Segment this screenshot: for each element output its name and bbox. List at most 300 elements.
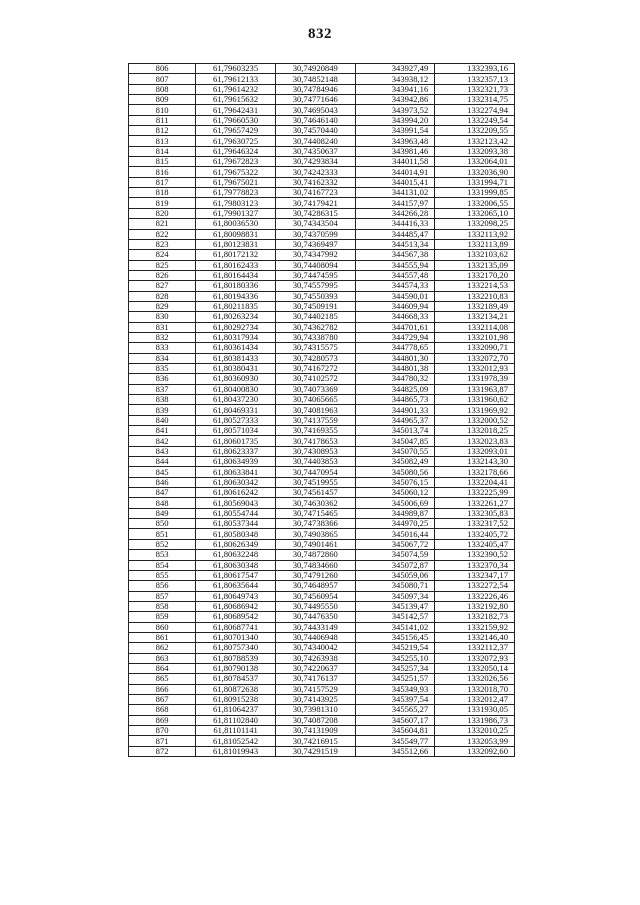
x-coordinate-cell: 344865,73 <box>355 395 435 405</box>
y-coordinate-cell: 1332204,41 <box>435 477 515 487</box>
y-coordinate-cell: 1331963,87 <box>435 384 515 394</box>
table-row <box>129 736 515 746</box>
table-row <box>129 488 515 498</box>
longitude-cell: 30,74350637 <box>275 146 355 156</box>
longitude-cell: 30,74073369 <box>275 384 355 394</box>
longitude-cell: 30,74852148 <box>275 74 355 84</box>
x-coordinate-cell: 344590,01 <box>355 291 435 301</box>
table-row <box>129 250 515 260</box>
y-coordinate-cell: 1332103,62 <box>435 250 515 260</box>
point-number-cell: 822 <box>129 229 196 239</box>
y-coordinate-cell: 1331994,71 <box>435 177 515 187</box>
y-coordinate-cell: 1332225,99 <box>435 488 515 498</box>
table-row <box>129 581 515 591</box>
table-row <box>129 653 515 663</box>
x-coordinate-cell: 343963,48 <box>355 136 435 146</box>
x-coordinate-cell: 345082,49 <box>355 457 435 467</box>
point-number-cell: 835 <box>129 363 196 373</box>
y-coordinate-cell: 1332321,73 <box>435 84 515 94</box>
latitude-cell: 61,79603235 <box>196 64 276 74</box>
y-coordinate-cell: 1332000,52 <box>435 415 515 425</box>
x-coordinate-cell: 343973,52 <box>355 105 435 115</box>
x-coordinate-cell: 345397,54 <box>355 694 435 704</box>
y-coordinate-cell: 1332053,99 <box>435 736 515 746</box>
longitude-cell: 30,74738366 <box>275 519 355 529</box>
longitude-cell: 30,74920849 <box>275 64 355 74</box>
y-coordinate-cell: 1332405,47 <box>435 539 515 549</box>
latitude-cell: 61,80617547 <box>196 570 276 580</box>
point-number-cell: 815 <box>129 157 196 167</box>
longitude-cell: 30,74286315 <box>275 208 355 218</box>
point-number-cell: 807 <box>129 74 196 84</box>
table-row <box>129 498 515 508</box>
longitude-cell: 30,74162332 <box>275 177 355 187</box>
y-coordinate-cell: 1332393,16 <box>435 64 515 74</box>
latitude-cell: 61,80616242 <box>196 488 276 498</box>
y-coordinate-cell: 1332261,27 <box>435 498 515 508</box>
point-number-cell: 819 <box>129 198 196 208</box>
point-number-cell: 818 <box>129 188 196 198</box>
table-row <box>129 508 515 518</box>
latitude-cell: 61,80123831 <box>196 239 276 249</box>
longitude-cell: 30,74402185 <box>275 312 355 322</box>
y-coordinate-cell: 1332072,70 <box>435 353 515 363</box>
x-coordinate-cell: 344157,97 <box>355 198 435 208</box>
table-row <box>129 405 515 415</box>
point-number-cell: 853 <box>129 550 196 560</box>
latitude-cell: 61,80360930 <box>196 374 276 384</box>
x-coordinate-cell: 345070,55 <box>355 446 435 456</box>
x-coordinate-cell: 345060,12 <box>355 488 435 498</box>
point-number-cell: 860 <box>129 622 196 632</box>
table-row <box>129 684 515 694</box>
latitude-cell: 61,80788539 <box>196 653 276 663</box>
latitude-cell: 61,79642431 <box>196 105 276 115</box>
latitude-cell: 61,81052542 <box>196 736 276 746</box>
point-number-cell: 845 <box>129 467 196 477</box>
point-number-cell: 864 <box>129 663 196 673</box>
y-coordinate-cell: 1332317,52 <box>435 519 515 529</box>
table-row <box>129 519 515 529</box>
longitude-cell: 30,74131909 <box>275 726 355 736</box>
y-coordinate-cell: 1332012,93 <box>435 363 515 373</box>
table-row <box>129 229 515 239</box>
longitude-cell: 30,74695043 <box>275 105 355 115</box>
y-coordinate-cell: 1332090,71 <box>435 343 515 353</box>
table-row <box>129 146 515 156</box>
longitude-cell: 30,74263938 <box>275 653 355 663</box>
latitude-cell: 61,80872638 <box>196 684 276 694</box>
latitude-cell: 61,80649743 <box>196 591 276 601</box>
point-number-cell: 848 <box>129 498 196 508</box>
longitude-cell: 30,74291519 <box>275 746 355 756</box>
x-coordinate-cell: 344668,33 <box>355 312 435 322</box>
x-coordinate-cell: 345072,87 <box>355 560 435 570</box>
table-row <box>129 457 515 467</box>
point-number-cell: 862 <box>129 643 196 653</box>
latitude-cell: 61,80098831 <box>196 229 276 239</box>
longitude-cell: 30,74087208 <box>275 715 355 725</box>
point-number-cell: 847 <box>129 488 196 498</box>
y-coordinate-cell: 1332072,93 <box>435 653 515 663</box>
table-row <box>129 343 515 353</box>
longitude-cell: 30,74408240 <box>275 136 355 146</box>
x-coordinate-cell: 344266,28 <box>355 208 435 218</box>
latitude-cell: 61,80400830 <box>196 384 276 394</box>
y-coordinate-cell: 1332192,80 <box>435 601 515 611</box>
y-coordinate-cell: 1332010,25 <box>435 726 515 736</box>
latitude-cell: 61,80757340 <box>196 643 276 653</box>
point-number-cell: 868 <box>129 705 196 715</box>
table-row <box>129 467 515 477</box>
table-row <box>129 395 515 405</box>
point-number-cell: 855 <box>129 570 196 580</box>
table-row <box>129 436 515 446</box>
table-row <box>129 115 515 125</box>
table-row <box>129 601 515 611</box>
table-row <box>129 136 515 146</box>
table-row <box>129 560 515 570</box>
longitude-cell: 30,74308953 <box>275 446 355 456</box>
longitude-cell: 30,74560954 <box>275 591 355 601</box>
latitude-cell: 61,80194336 <box>196 291 276 301</box>
latitude-cell: 61,80687741 <box>196 622 276 632</box>
x-coordinate-cell: 343991,54 <box>355 126 435 136</box>
y-coordinate-cell: 1332305,83 <box>435 508 515 518</box>
point-number-cell: 806 <box>129 64 196 74</box>
table-row <box>129 177 515 187</box>
latitude-cell: 61,80211835 <box>196 301 276 311</box>
table-row <box>129 126 515 136</box>
y-coordinate-cell: 1332101,98 <box>435 332 515 342</box>
point-number-cell: 856 <box>129 581 196 591</box>
table-row <box>129 219 515 229</box>
x-coordinate-cell: 345076,15 <box>355 477 435 487</box>
table-row <box>129 539 515 549</box>
point-number-cell: 869 <box>129 715 196 725</box>
table-row <box>129 198 515 208</box>
table-row <box>129 167 515 177</box>
point-number-cell: 821 <box>129 219 196 229</box>
table-row <box>129 188 515 198</box>
longitude-cell: 30,74403853 <box>275 457 355 467</box>
longitude-cell: 30,74408094 <box>275 260 355 270</box>
y-coordinate-cell: 1332226,46 <box>435 591 515 601</box>
x-coordinate-cell: 344567,38 <box>355 250 435 260</box>
latitude-cell: 61,79630725 <box>196 136 276 146</box>
longitude-cell: 30,74509191 <box>275 301 355 311</box>
longitude-cell: 30,74476350 <box>275 612 355 622</box>
point-number-cell: 837 <box>129 384 196 394</box>
point-number-cell: 836 <box>129 374 196 384</box>
x-coordinate-cell: 343981,46 <box>355 146 435 156</box>
table-row <box>129 260 515 270</box>
point-number-cell: 824 <box>129 250 196 260</box>
table-row <box>129 643 515 653</box>
coordinates-table-body <box>129 64 515 757</box>
point-number-cell: 820 <box>129 208 196 218</box>
point-number-cell: 871 <box>129 736 196 746</box>
latitude-cell: 61,80172132 <box>196 250 276 260</box>
y-coordinate-cell: 1332093,38 <box>435 146 515 156</box>
table-row <box>129 550 515 560</box>
x-coordinate-cell: 345349,93 <box>355 684 435 694</box>
y-coordinate-cell: 1332274,94 <box>435 105 515 115</box>
longitude-cell: 30,74901461 <box>275 539 355 549</box>
latitude-cell: 61,80790138 <box>196 663 276 673</box>
table-row <box>129 353 515 363</box>
longitude-cell: 30,74715465 <box>275 508 355 518</box>
point-number-cell: 812 <box>129 126 196 136</box>
x-coordinate-cell: 345549,77 <box>355 736 435 746</box>
y-coordinate-cell: 1332272,54 <box>435 581 515 591</box>
latitude-cell: 61,80361434 <box>196 343 276 353</box>
y-coordinate-cell: 1332314,75 <box>435 95 515 105</box>
latitude-cell: 61,80380431 <box>196 363 276 373</box>
y-coordinate-cell: 1332209,55 <box>435 126 515 136</box>
table-row <box>129 715 515 725</box>
y-coordinate-cell: 1332036,90 <box>435 167 515 177</box>
y-coordinate-cell: 1332064,01 <box>435 157 515 167</box>
y-coordinate-cell: 1332114,08 <box>435 322 515 332</box>
table-row <box>129 157 515 167</box>
table-row <box>129 622 515 632</box>
longitude-cell: 30,74179421 <box>275 198 355 208</box>
longitude-cell: 30,74102572 <box>275 374 355 384</box>
point-number-cell: 851 <box>129 529 196 539</box>
point-number-cell: 811 <box>129 115 196 125</box>
point-number-cell: 832 <box>129 332 196 342</box>
longitude-cell: 30,74178653 <box>275 436 355 446</box>
point-number-cell: 872 <box>129 746 196 756</box>
point-number-cell: 866 <box>129 684 196 694</box>
x-coordinate-cell: 345067,72 <box>355 539 435 549</box>
y-coordinate-cell: 1332098,25 <box>435 219 515 229</box>
table-row <box>129 612 515 622</box>
longitude-cell: 30,74791260 <box>275 570 355 580</box>
point-number-cell: 826 <box>129 270 196 280</box>
x-coordinate-cell: 344555,94 <box>355 260 435 270</box>
latitude-cell: 61,80381433 <box>196 353 276 363</box>
latitude-cell: 61,80162433 <box>196 260 276 270</box>
y-coordinate-cell: 1331999,85 <box>435 188 515 198</box>
longitude-cell: 30,74362782 <box>275 322 355 332</box>
point-number-cell: 816 <box>129 167 196 177</box>
latitude-cell: 61,80634939 <box>196 457 276 467</box>
point-number-cell: 857 <box>129 591 196 601</box>
longitude-cell: 30,74216915 <box>275 736 355 746</box>
x-coordinate-cell: 345080,56 <box>355 467 435 477</box>
x-coordinate-cell: 345047,85 <box>355 436 435 446</box>
latitude-cell: 61,80633841 <box>196 467 276 477</box>
table-row <box>129 322 515 332</box>
latitude-cell: 61,81102840 <box>196 715 276 725</box>
latitude-cell: 61,79901327 <box>196 208 276 218</box>
y-coordinate-cell: 1332210,83 <box>435 291 515 301</box>
longitude-cell: 30,74474595 <box>275 270 355 280</box>
y-coordinate-cell: 1332182,73 <box>435 612 515 622</box>
y-coordinate-cell: 1332050,14 <box>435 663 515 673</box>
longitude-cell: 30,74167723 <box>275 188 355 198</box>
longitude-cell: 30,74470954 <box>275 467 355 477</box>
point-number-cell: 865 <box>129 674 196 684</box>
y-coordinate-cell: 1332143,30 <box>435 457 515 467</box>
x-coordinate-cell: 345074,59 <box>355 550 435 560</box>
longitude-cell: 30,74550393 <box>275 291 355 301</box>
point-number-cell: 838 <box>129 395 196 405</box>
table-row <box>129 446 515 456</box>
y-coordinate-cell: 1332249,54 <box>435 115 515 125</box>
x-coordinate-cell: 345251,57 <box>355 674 435 684</box>
point-number-cell: 859 <box>129 612 196 622</box>
x-coordinate-cell: 344780,32 <box>355 374 435 384</box>
point-number-cell: 823 <box>129 239 196 249</box>
latitude-cell: 61,80437230 <box>196 395 276 405</box>
page-number: 832 <box>308 26 332 42</box>
x-coordinate-cell: 344970,25 <box>355 519 435 529</box>
x-coordinate-cell: 344485,47 <box>355 229 435 239</box>
longitude-cell: 30,74081963 <box>275 405 355 415</box>
latitude-cell: 61,80537344 <box>196 519 276 529</box>
y-coordinate-cell: 1332112,37 <box>435 643 515 653</box>
longitude-cell: 30,74065665 <box>275 395 355 405</box>
coordinates-table <box>128 63 515 757</box>
table-row <box>129 632 515 642</box>
x-coordinate-cell: 345565,27 <box>355 705 435 715</box>
point-number-cell: 829 <box>129 301 196 311</box>
x-coordinate-cell: 343941,16 <box>355 84 435 94</box>
latitude-cell: 61,80469331 <box>196 405 276 415</box>
latitude-cell: 61,80571034 <box>196 426 276 436</box>
x-coordinate-cell: 344574,33 <box>355 281 435 291</box>
longitude-cell: 30,74903865 <box>275 529 355 539</box>
x-coordinate-cell: 345016,44 <box>355 529 435 539</box>
x-coordinate-cell: 345141,02 <box>355 622 435 632</box>
longitude-cell: 30,74242333 <box>275 167 355 177</box>
longitude-cell: 30,74137559 <box>275 415 355 425</box>
table-row <box>129 570 515 580</box>
longitude-cell: 30,74369497 <box>275 239 355 249</box>
y-coordinate-cell: 1331960,62 <box>435 395 515 405</box>
x-coordinate-cell: 345512,66 <box>355 746 435 756</box>
longitude-cell: 30,74771646 <box>275 95 355 105</box>
x-coordinate-cell: 344825,09 <box>355 384 435 394</box>
table-row <box>129 105 515 115</box>
table-row <box>129 74 515 84</box>
point-number-cell: 831 <box>129 322 196 332</box>
point-number-cell: 844 <box>129 457 196 467</box>
table-row <box>129 529 515 539</box>
x-coordinate-cell: 345139,47 <box>355 601 435 611</box>
longitude-cell: 30,74280573 <box>275 353 355 363</box>
latitude-cell: 61,80630342 <box>196 477 276 487</box>
table-row <box>129 674 515 684</box>
latitude-cell: 61,80580348 <box>196 529 276 539</box>
longitude-cell: 30,74167272 <box>275 363 355 373</box>
x-coordinate-cell: 344701,61 <box>355 322 435 332</box>
x-coordinate-cell: 344801,38 <box>355 363 435 373</box>
latitude-cell: 61,80601735 <box>196 436 276 446</box>
latitude-cell: 61,80689542 <box>196 612 276 622</box>
latitude-cell: 61,80292734 <box>196 322 276 332</box>
x-coordinate-cell: 344011,58 <box>355 157 435 167</box>
latitude-cell: 61,80635644 <box>196 581 276 591</box>
latitude-cell: 61,79614232 <box>196 84 276 94</box>
table-row <box>129 694 515 704</box>
x-coordinate-cell: 344729,94 <box>355 332 435 342</box>
y-coordinate-cell: 1332018,70 <box>435 684 515 694</box>
x-coordinate-cell: 344901,33 <box>355 405 435 415</box>
latitude-cell: 61,80317934 <box>196 332 276 342</box>
y-coordinate-cell: 1332123,42 <box>435 136 515 146</box>
latitude-cell: 61,80915238 <box>196 694 276 704</box>
y-coordinate-cell: 1331969,92 <box>435 405 515 415</box>
x-coordinate-cell: 344557,48 <box>355 270 435 280</box>
longitude-cell: 30,74220637 <box>275 663 355 673</box>
x-coordinate-cell: 345219,54 <box>355 643 435 653</box>
table-row <box>129 374 515 384</box>
longitude-cell: 30,74561457 <box>275 488 355 498</box>
x-coordinate-cell: 345255,10 <box>355 653 435 663</box>
latitude-cell: 61,80569043 <box>196 498 276 508</box>
latitude-cell: 61,80164434 <box>196 270 276 280</box>
longitude-cell: 30,74630362 <box>275 498 355 508</box>
longitude-cell: 30,74557995 <box>275 281 355 291</box>
longitude-cell: 30,73981310 <box>275 705 355 715</box>
y-coordinate-cell: 1332347,17 <box>435 570 515 580</box>
table-row <box>129 301 515 311</box>
table-row <box>129 705 515 715</box>
longitude-cell: 30,74406948 <box>275 632 355 642</box>
latitude-cell: 61,79657429 <box>196 126 276 136</box>
latitude-cell: 61,81064237 <box>196 705 276 715</box>
longitude-cell: 30,74495550 <box>275 601 355 611</box>
y-coordinate-cell: 1331986,73 <box>435 715 515 725</box>
table-row <box>129 84 515 94</box>
longitude-cell: 30,74519955 <box>275 477 355 487</box>
x-coordinate-cell: 345257,34 <box>355 663 435 673</box>
latitude-cell: 61,79778823 <box>196 188 276 198</box>
point-number-cell: 814 <box>129 146 196 156</box>
longitude-cell: 30,74784946 <box>275 84 355 94</box>
x-coordinate-cell: 345604,81 <box>355 726 435 736</box>
point-number-cell: 810 <box>129 105 196 115</box>
y-coordinate-cell: 1332113,89 <box>435 239 515 249</box>
y-coordinate-cell: 1332390,52 <box>435 550 515 560</box>
table-row <box>129 95 515 105</box>
x-coordinate-cell: 345607,17 <box>355 715 435 725</box>
x-coordinate-cell: 345156,45 <box>355 632 435 642</box>
y-coordinate-cell: 1332006,55 <box>435 198 515 208</box>
y-coordinate-cell: 1332113,92 <box>435 229 515 239</box>
table-row <box>129 415 515 425</box>
y-coordinate-cell: 1332012,47 <box>435 694 515 704</box>
y-coordinate-cell: 1332018,25 <box>435 426 515 436</box>
point-number-cell: 813 <box>129 136 196 146</box>
latitude-cell: 61,80527333 <box>196 415 276 425</box>
y-coordinate-cell: 1332093,01 <box>435 446 515 456</box>
x-coordinate-cell: 344513,34 <box>355 239 435 249</box>
latitude-cell: 61,80623337 <box>196 446 276 456</box>
x-coordinate-cell: 345080,71 <box>355 581 435 591</box>
x-coordinate-cell: 343994,20 <box>355 115 435 125</box>
point-number-cell: 827 <box>129 281 196 291</box>
point-number-cell: 809 <box>129 95 196 105</box>
y-coordinate-cell: 1332214,53 <box>435 281 515 291</box>
longitude-cell: 30,74370599 <box>275 229 355 239</box>
point-number-cell: 870 <box>129 726 196 736</box>
longitude-cell: 30,74169355 <box>275 426 355 436</box>
